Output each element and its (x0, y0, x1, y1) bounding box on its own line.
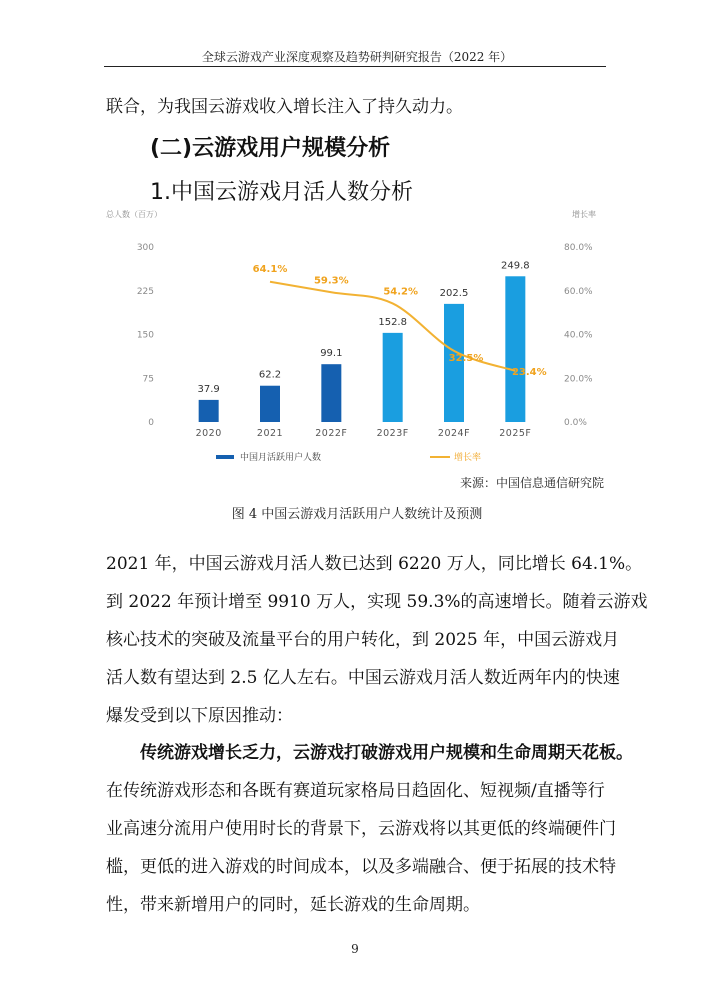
bar-value-label: 37.9 (197, 383, 220, 395)
bar (321, 364, 341, 422)
growth-value-label: 23.4% (511, 366, 547, 378)
x-tick-label: 2024F (437, 428, 471, 439)
growth-value-label: 64.1% (252, 263, 288, 275)
x-tick-label: 2020 (195, 428, 222, 439)
y-tick-label: 225 (136, 286, 154, 297)
y-tick-label: 75 (142, 374, 154, 385)
legend-swatch-bar (216, 455, 234, 459)
figure-caption: 图 4 中国云游戏月活跃用户人数统计及预测 (231, 507, 483, 522)
running-header: 全球云游戏产业深度观察及趋势研判研究报告（2022 年） (201, 50, 513, 64)
x-tick-label: 2022F (315, 428, 348, 439)
bar (383, 333, 403, 422)
paragraph1-line: 核心技术的突破及流量平台的用户转化，到 2025 年，中国云游戏月 (106, 630, 620, 650)
y-tick-label: 150 (136, 330, 154, 341)
paragraph2-line: 性，带来新增用户的同时，延长游戏的生命周期。 (106, 895, 480, 915)
y-axis-label: 总人数（百万） (106, 210, 162, 219)
bold-statement: 传统游戏增长乏力，云游戏打破游戏用户规模和生命周期天花板。 (140, 743, 633, 763)
source-note: 来源：中国信息通信研究院 (459, 476, 604, 490)
bar (199, 400, 219, 422)
paragraph2-line: 槛，更低的进入游戏的时间成本，以及多端融合、便于拓展的技术特 (106, 857, 616, 877)
bar-value-label: 249.8 (501, 260, 530, 272)
paragraph1-line: 爆发受到以下原因推动： (106, 706, 293, 726)
legend-label-bar: 中国月活跃用户人数 (240, 453, 322, 463)
legend-label-line: 增长率 (454, 453, 482, 463)
y2-tick-label: 20.0% (564, 374, 593, 385)
paragraph2-line: 业高速分流用户使用时长的背景下，云游戏将以其更低的终端硬件门 (106, 819, 616, 839)
growth-value-label: 59.3% (313, 275, 349, 287)
bar-value-label: 202.5 (439, 287, 469, 299)
paragraph1-line: 2021 年，中国云游戏月活人数已达到 6220 万人，同比增长 64.1%。 (106, 554, 643, 574)
bar-value-label: 99.1 (320, 348, 343, 360)
mau-chart (106, 205, 606, 470)
y2-tick-label: 80.0% (564, 243, 593, 253)
section-heading: (二)云游戏用户规模分析 (150, 136, 391, 161)
page-number: 9 (351, 942, 359, 956)
y-tick-label: 0 (148, 418, 154, 428)
y-tick-label: 300 (136, 243, 154, 253)
growth-value-label: 54.2% (383, 286, 419, 298)
header-rule (104, 66, 606, 67)
x-tick-label: 2023F (376, 428, 409, 439)
subsection-heading: 1.中国云游戏月活人数分析 (150, 180, 413, 205)
y2-tick-label: 40.0% (564, 330, 593, 341)
x-tick-label: 2021 (256, 428, 284, 439)
bar-value-label: 62.2 (258, 369, 282, 381)
y2-tick-label: 60.0% (564, 286, 593, 297)
growth-value-label: 32.5% (448, 352, 484, 364)
paragraph1-line: 活人数有望达到 2.5 亿人左右。中国云游戏月活人数近两年内的快速 (106, 668, 620, 688)
bar-value-label: 152.8 (378, 316, 407, 328)
bar (260, 386, 280, 422)
x-tick-label: 2025F (499, 428, 532, 439)
paragraph1-line: 到 2022 年预计增至 9910 万人，实现 59.3%的高速增长。随着云游戏 (106, 592, 648, 612)
y2-axis-label: 增长率 (572, 210, 596, 219)
bar (505, 276, 525, 422)
intro-line: 联合，为我国云游戏收入增长注入了持久动力。 (106, 97, 463, 117)
y2-tick-label: 0.0% (564, 418, 587, 428)
paragraph2-line: 在传统游戏形态和各既有赛道玩家格局日趋固化、短视频/直播等行 (106, 781, 605, 801)
